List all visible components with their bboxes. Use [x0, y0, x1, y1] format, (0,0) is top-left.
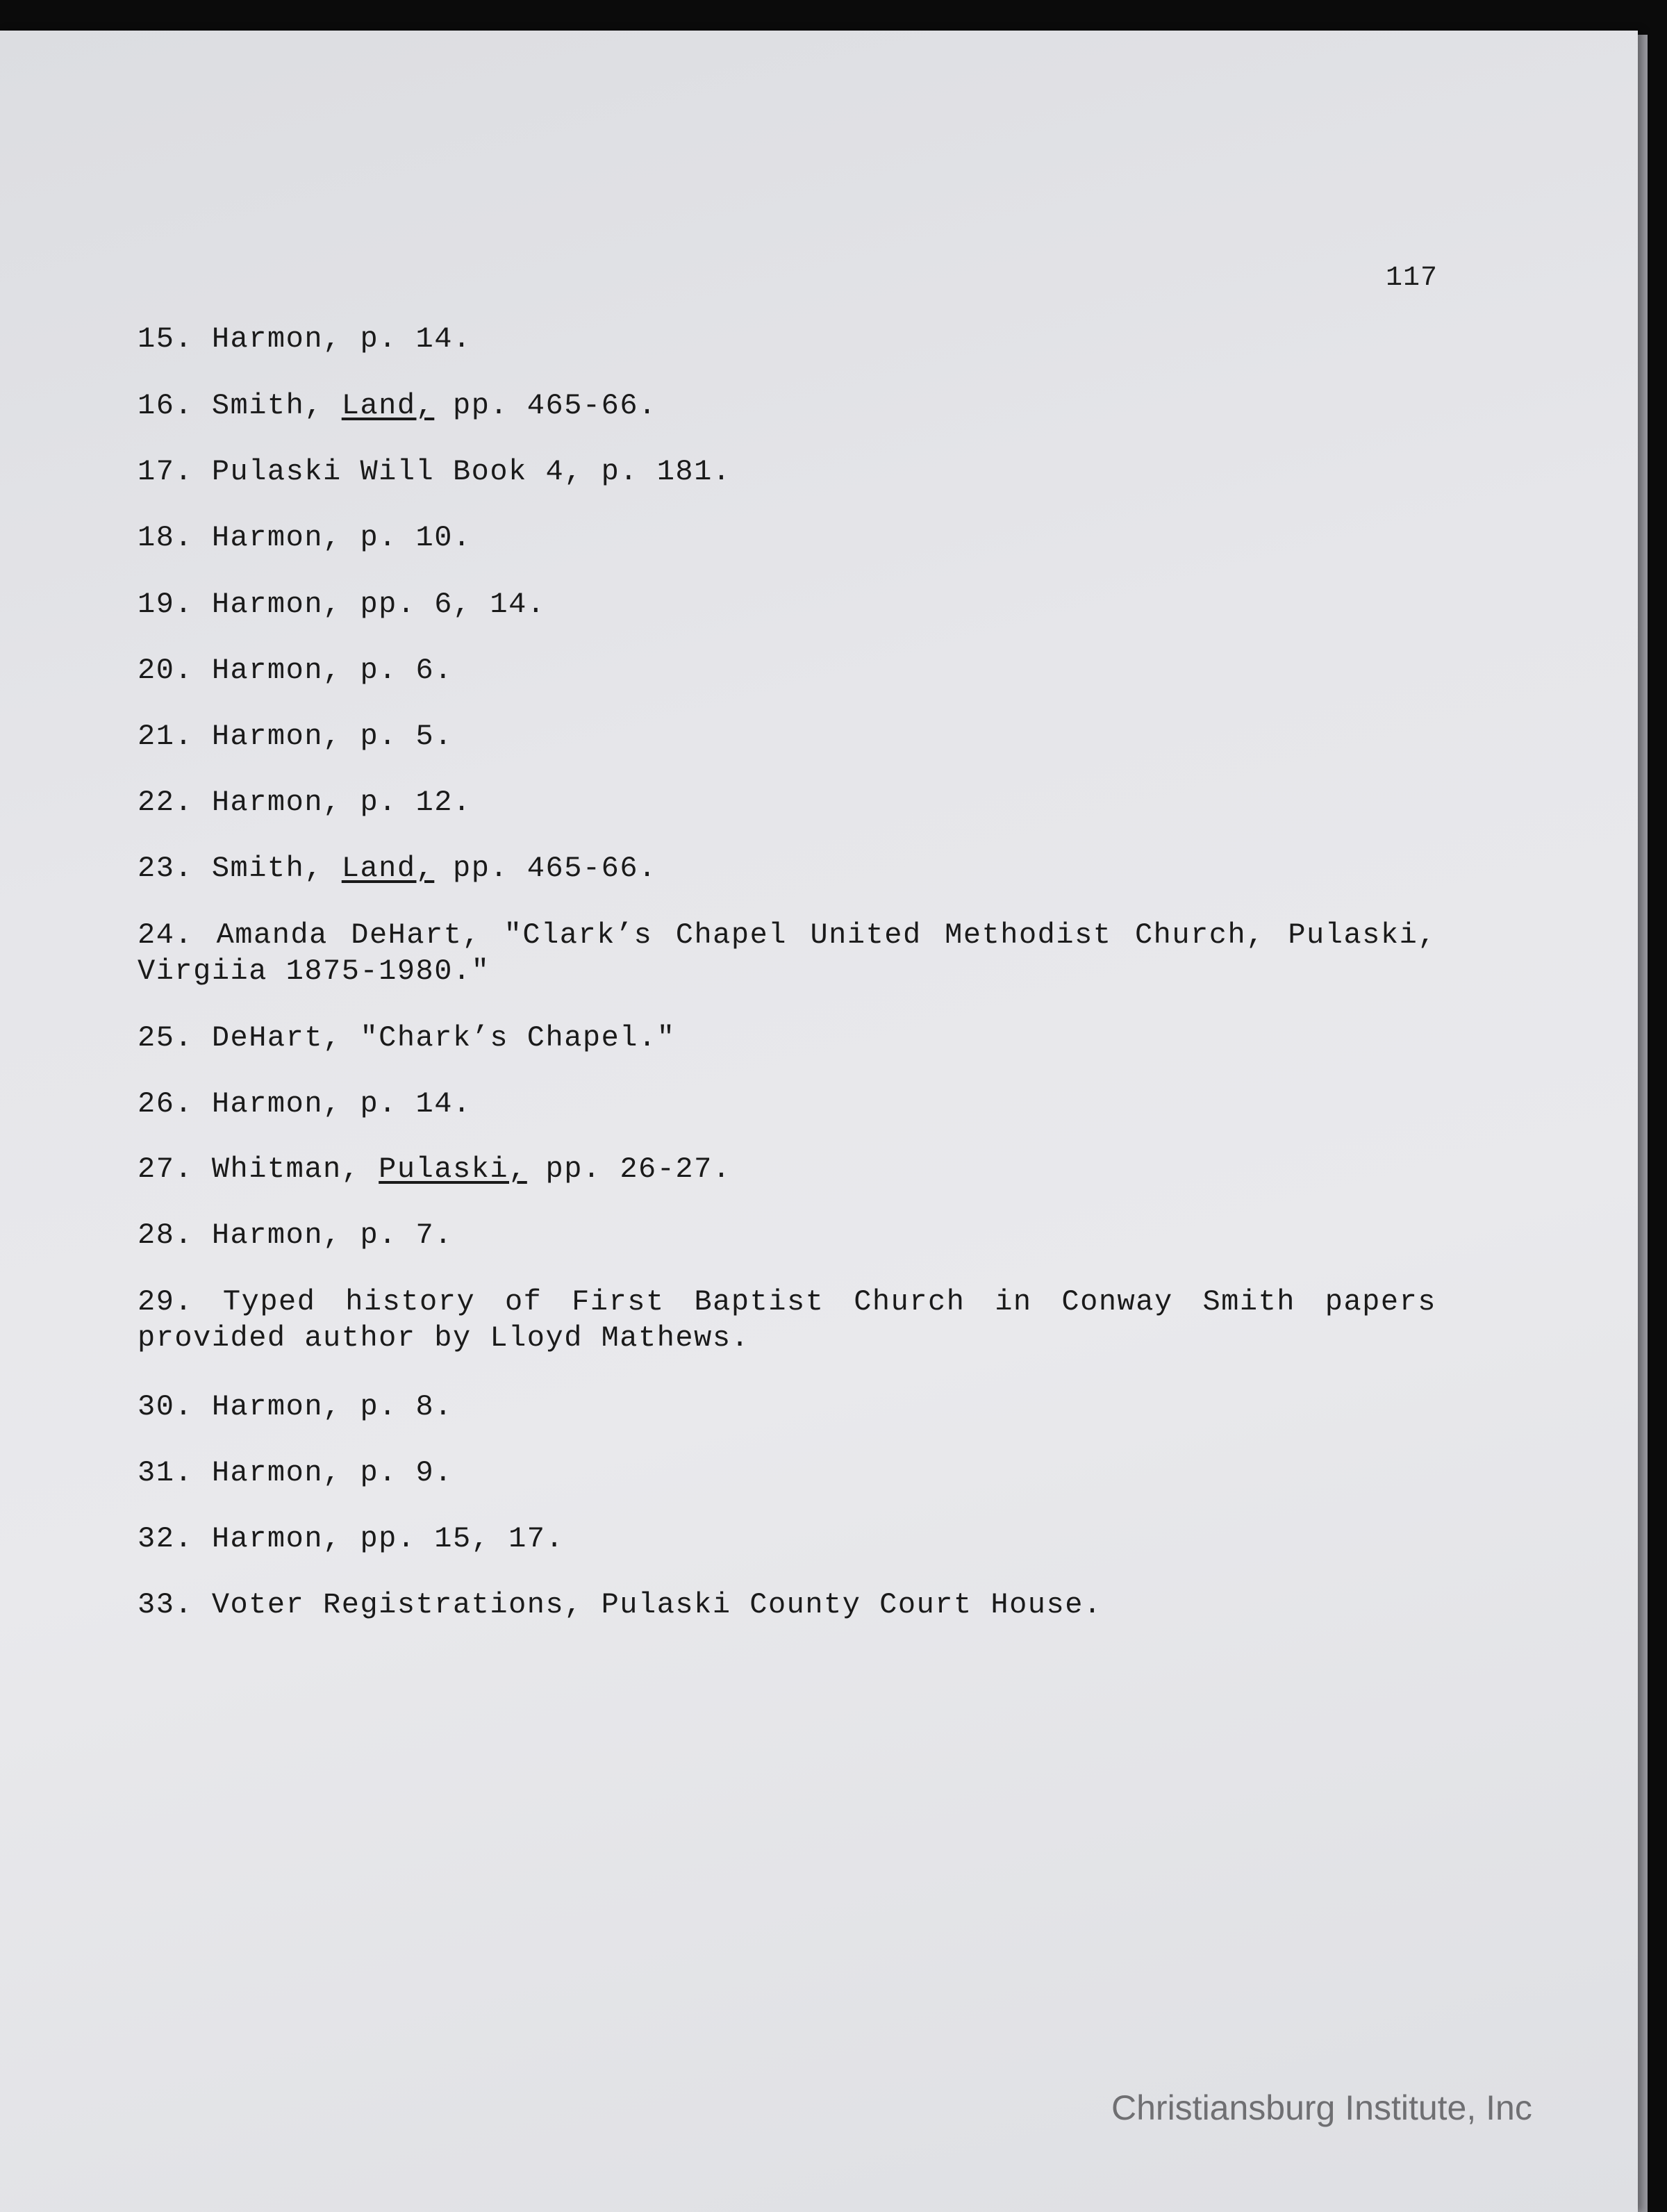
endnote-text: 31. Harmon, p. 9. — [138, 1456, 453, 1489]
endnote-text: 33. Voter Registrations, Pulaski County Court House. — [138, 1588, 1102, 1621]
endnote-title: Pulaski, — [379, 1153, 527, 1186]
endnote-text: 19. Harmon, pp. 6, 14. — [138, 588, 546, 621]
endnote-23 — [138, 850, 1436, 886]
endnote-text: 15. Harmon, p. 14. — [138, 322, 472, 356]
endnote-text: 16. Smith, — [138, 389, 342, 422]
endnote-text: 17. Pulaski Will Book 4, p. 181. — [138, 455, 731, 488]
endnote-20 — [138, 652, 1436, 688]
page-number: 117 — [1386, 263, 1438, 294]
endnote-18 — [138, 520, 1436, 556]
endnote-title: Land, — [341, 852, 435, 885]
endnote-17 — [138, 454, 1436, 490]
endnote-text: 30. Harmon, p. 8. — [138, 1390, 453, 1423]
endnote-28 — [138, 1217, 1436, 1253]
endnote-text: 20. Harmon, p. 6. — [138, 654, 453, 687]
endnote-text: 22. Harmon, p. 12. — [138, 786, 472, 819]
endnote-27 — [138, 1151, 1436, 1187]
endnote-text: 18. Harmon, p. 10. — [138, 521, 472, 554]
endnote-31 — [138, 1455, 1436, 1491]
endnote-text: 26. Harmon, p. 14. — [138, 1087, 472, 1121]
endnote-25 — [138, 1020, 1436, 1056]
endnote-text: 24. Amanda DeHart, "Clark’s Chapel United Methodist Church, Pulaski, Virgiia 1875-1980." — [138, 918, 1455, 988]
endnote-30 — [138, 1389, 1436, 1425]
endnote-text: 21. Harmon, p. 5. — [138, 720, 453, 753]
endnote-text: 27. Whitman, — [138, 1153, 379, 1186]
endnote-title: Land, — [341, 389, 435, 422]
endnote-text: 23. Smith, — [138, 852, 342, 885]
endnote-pages: pp. 465-66. — [434, 852, 657, 885]
endnote-26 — [138, 1086, 1436, 1122]
endnote-24 — [138, 917, 1455, 989]
endnote-text: 29. Typed history of First Baptist Church in Conway Smith papers provided author by Lloyd Mathews. — [138, 1285, 1455, 1355]
document-page — [0, 31, 1638, 2212]
endnote-19 — [138, 586, 1436, 622]
watermark-text: Christiansburg Institute, Inc — [1111, 2088, 1532, 2127]
endnote-pages: pp. 465-66. — [434, 389, 657, 422]
endnote-text: 28. Harmon, p. 7. — [138, 1219, 453, 1252]
endnote-pages: pp. 26-27. — [526, 1153, 731, 1186]
endnote-22 — [138, 784, 1436, 820]
endnote-16 — [138, 388, 1436, 424]
endnote-text: 25. DeHart, "Chark’s Chapel." — [138, 1021, 676, 1055]
endnote-33 — [138, 1587, 1436, 1623]
endnote-29 — [138, 1284, 1455, 1356]
endnote-text: 32. Harmon, pp. 15, 17. — [138, 1522, 565, 1555]
endnote-32 — [138, 1521, 1436, 1557]
endnote-15 — [138, 321, 1436, 357]
endnote-21 — [138, 718, 1436, 754]
